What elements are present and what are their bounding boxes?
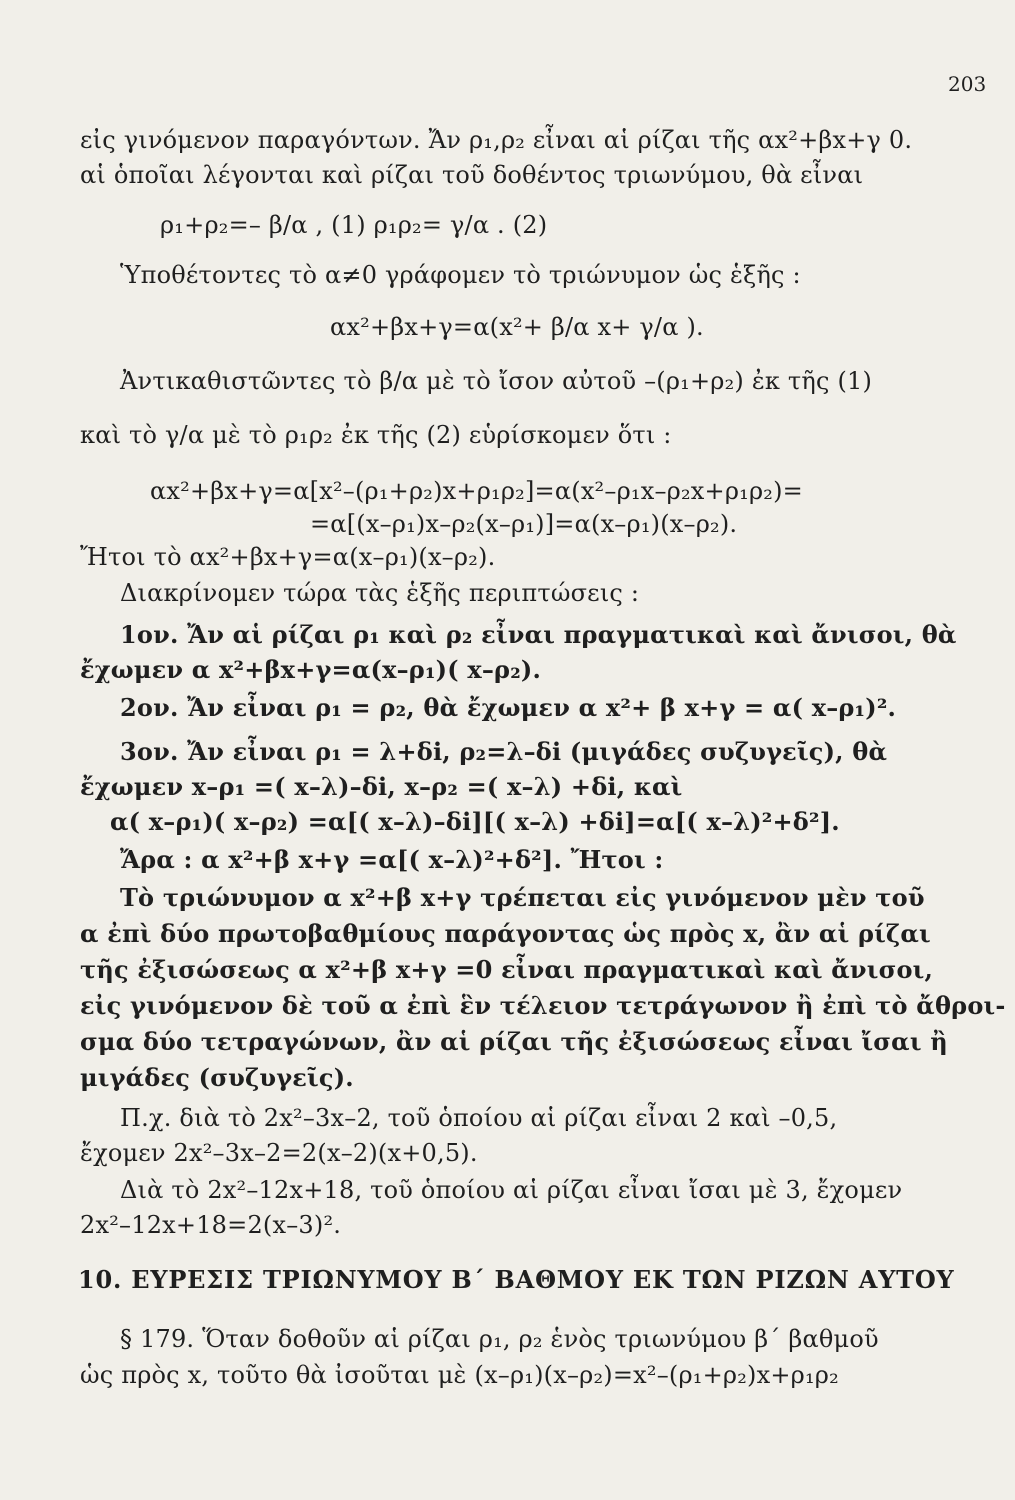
text-line: Διὰ τὸ 2x²–12x+18, τοῦ ὁποίου αἱ ρίζαι εἶναι ἴσαι μὲ 3, ἔχομεν	[120, 1176, 903, 1204]
text-line: ἔχωμεν α x²+βx+γ=α(x–ρ₁)( x–ρ₂).	[80, 655, 542, 684]
text-line: ρ₁+ρ₂=– β/α , (1) ρ₁ρ₂= γ/α . (2)	[160, 211, 548, 239]
text-line: § 179. Ὅταν δοθοῦν αἱ ρίζαι ρ₁, ρ₂ ἑνὸς τριωνύμου β΄ βαθμοῦ	[120, 1325, 879, 1353]
text-line: 2x²–12x+18=2(x–3)².	[80, 1211, 342, 1239]
text-line: ἔχωμεν x–ρ₁ =( x–λ)–δi, x–ρ₂ =( x–λ) +δi, καὶ	[80, 772, 683, 801]
page-number: 203	[948, 72, 987, 96]
text-line: Διακρίνομεν τώρα τὰς ἑξῆς περιπτώσεις :	[120, 579, 640, 607]
text-line: μιγάδες (συζυγεῖς).	[80, 1063, 354, 1092]
text-line: 2ον. Ἄν εἶναι ρ₁ = ρ₂, θὰ ἔχωμεν α x²+ β x+γ = α( x–ρ₁)².	[120, 693, 897, 722]
text-line: ἔχομεν 2x²–3x–2=2(x–2)(x+0,5).	[80, 1139, 478, 1167]
text-line: σμα δύο τετραγώνων, ἂν αἱ ρίζαι τῆς ἐξισώσεως εἶναι ἴσαι ἢ	[80, 1027, 948, 1056]
text-line: Τὸ τριώνυμον α x²+β x+γ τρέπεται εἰς γινόμενον μὲν τοῦ	[120, 883, 925, 912]
text-line: Ἄρα : α x²+β x+γ =α[( x–λ)²+δ²]. Ἤτοι :	[120, 845, 664, 874]
text-line: Ὑποθέτοντες τὸ α≠0 γράφομεν τὸ τριώνυμον ὡς ἑξῆς :	[120, 261, 801, 289]
text-line: Ἤτοι τὸ αx²+βx+γ=α(x–ρ₁)(x–ρ₂).	[80, 543, 496, 571]
text-line: Π.χ. διὰ τὸ 2x²–3x–2, τοῦ ὁποίου αἱ ρίζαι εἶναι 2 καὶ –0,5,	[120, 1104, 838, 1132]
text-line: αἱ ὁποῖαι λέγονται καὶ ρίζαι τοῦ δοθέντος τριωνύμου, θὰ εἶναι	[80, 161, 864, 189]
text-line: =α[(x–ρ₁)x–ρ₂(x–ρ₁)]=α(x–ρ₁)(x–ρ₂).	[310, 510, 738, 538]
text-line: αx²+βx+γ=α[x²–(ρ₁+ρ₂)x+ρ₁ρ₂]=α(x²–ρ₁x–ρ₂x+ρ₁ρ₂)=	[150, 477, 803, 505]
text-line: α ἐπὶ δύο πρωτοβαθμίους παράγοντας ὡς πρὸς x, ἂν αἱ ρίζαι	[80, 919, 931, 948]
section-heading: 10. ΕΥΡΕΣΙΣ ΤΡΙΩΝΥΜΟΥ Β΄ ΒΑΘΜΟΥ ΕΚ ΤΩΝ ΡΙΖΩΝ ΑΥΤΟΥ	[78, 1265, 955, 1294]
text-line: τῆς ἐξισώσεως α x²+β x+γ =0 εἶναι πραγματικαὶ καὶ ἄνισοι,	[80, 955, 934, 984]
text-line: Ἀντικαθιστῶντες τὸ β/α μὲ τὸ ἴσον αὐτοῦ –(ρ₁+ρ₂) ἐκ τῆς (1)	[120, 367, 873, 395]
text-line: αx²+βx+γ=α(x²+ β/α x+ γ/α ).	[330, 313, 704, 341]
text-line: εἰς γινόμενον παραγόντων. Ἄν ρ₁,ρ₂ εἶναι αἱ ρίζαι τῆς αx²+βx+γ 0.	[80, 126, 913, 154]
text-line: 3ον. Ἄν εἶναι ρ₁ = λ+δi, ρ₂=λ–δi (μιγάδες συζυγεῖς), θὰ	[120, 737, 888, 766]
text-line: α( x–ρ₁)( x–ρ₂) =α[( x–λ)–δi][( x–λ) +δi]=α[( x–λ)²+δ²].	[110, 807, 840, 836]
text-line: 1ον. Ἄν αἱ ρίζαι ρ₁ καὶ ρ₂ εἶναι πραγματικαὶ καὶ ἄνισοι, θὰ	[120, 620, 957, 649]
text-line: καὶ τὸ γ/α μὲ τὸ ρ₁ρ₂ ἐκ τῆς (2) εὑρίσκομεν ὅτι :	[80, 421, 672, 449]
text-line: εἰς γινόμενον δὲ τοῦ α ἐπὶ ἓν τέλειον τετράγωνον ἢ ἐπὶ τὸ ἄθροι-	[80, 991, 1006, 1020]
text-line: ὡς πρὸς x, τοῦτο θὰ ἰσοῦται μὲ (x–ρ₁)(x–ρ₂)=x²–(ρ₁+ρ₂)x+ρ₁ρ₂	[80, 1361, 839, 1389]
